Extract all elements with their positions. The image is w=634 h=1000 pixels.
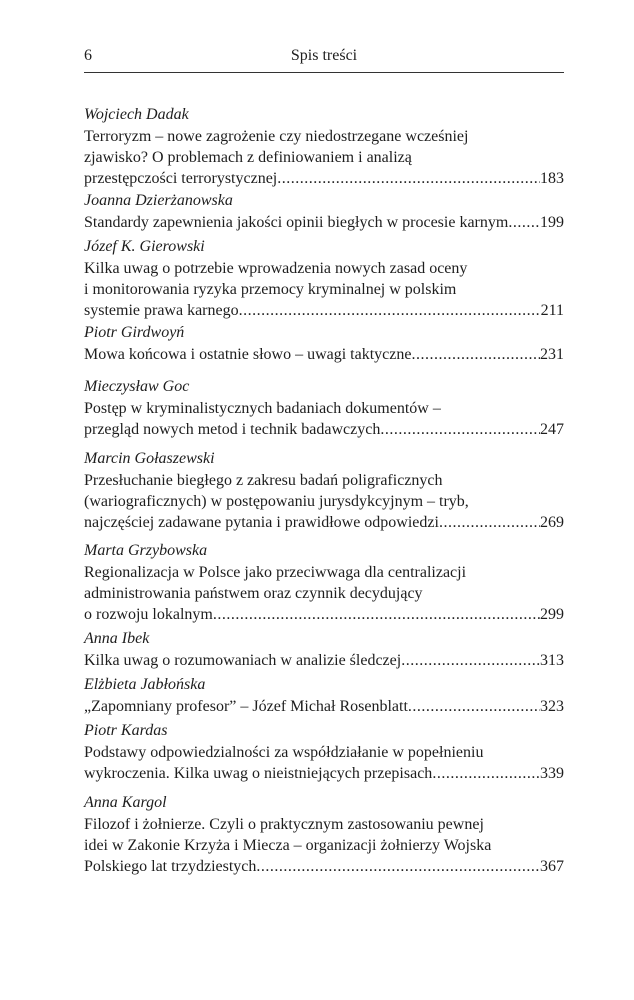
entry-author: Anna Kargol: [84, 794, 167, 811]
toc-entry: [84, 322, 564, 365]
entry-title-line: Filozof i żołnierze. Czyli o praktycznym zastosowaniu pewnej: [84, 816, 484, 833]
dot-leader: [439, 512, 540, 533]
entry-title-last-line: [84, 696, 564, 717]
entry-author: Elżbieta Jabłońska: [84, 676, 206, 693]
toc-entry: [84, 190, 564, 233]
toc-entry: [84, 720, 564, 784]
entry-title-line: zjawisko? O problemach z definiowaniem i analizą: [84, 149, 412, 166]
section-title: Spis treści: [290, 47, 358, 64]
entry-title-line: Postęp w kryminalistycznych badaniach dokumentów –: [84, 400, 441, 417]
entry-title-last-line: [84, 856, 564, 877]
entry-title-line: i monitorowania ryzyka przemocy kryminalnej w polskim: [84, 281, 457, 298]
header-rule: [84, 72, 564, 73]
entry-title-text: Mowa końcowa i ostatnie słowo – uwagi taktyczne: [84, 346, 412, 363]
dot-leader: [239, 300, 541, 321]
entry-title-text: o rozwoju lokalnym: [84, 606, 213, 623]
toc-entry: [84, 448, 564, 533]
entry-page-number: 247: [540, 421, 564, 438]
toc-entry: [84, 792, 564, 877]
entry-title-text: przestępczości terrorystycznej: [84, 170, 278, 187]
entry-author: Józef K. Gierowski: [84, 238, 205, 255]
toc-entry: [84, 674, 564, 717]
dot-leader: [277, 168, 540, 189]
toc-entry: [84, 236, 564, 321]
entry-title-last-line: [84, 650, 564, 671]
entry-title-last-line: [84, 604, 564, 625]
entry-page-number: 183: [540, 170, 564, 187]
running-head: [84, 44, 564, 68]
dot-leader: [432, 763, 540, 784]
entry-title-last-line: [84, 300, 564, 321]
entry-title-line: Regionalizacja w Polsce jako przeciwwaga dla centralizacji: [84, 564, 467, 581]
entry-author: Piotr Kardas: [84, 722, 168, 739]
entry-page-number: 269: [540, 514, 564, 531]
entry-title-last-line: [84, 168, 564, 189]
entry-title-text: przegląd nowych metod i technik badawczych: [84, 421, 381, 438]
entry-title-line: Kilka uwag o potrzebie wprowadzenia nowych zasad oceny: [84, 260, 468, 277]
entry-author: Mieczysław Goc: [84, 378, 190, 395]
entry-title-last-line: [84, 512, 564, 533]
toc-entry: [84, 104, 564, 189]
entry-title-text: najczęściej zadawane pytania i prawidłowe odpowiedzi: [84, 514, 439, 531]
toc-entry: [84, 376, 564, 440]
dot-leader: [508, 212, 540, 233]
entry-page-number: 313: [540, 652, 564, 669]
dot-leader: [380, 419, 540, 440]
entry-title-text: Polskiego lat trzydziestych: [84, 858, 257, 875]
entry-title-line: (wariograficznych) w postępowaniu jurysdykcyjnym – tryb,: [84, 493, 469, 510]
entry-author: Joanna Dzierżanowska: [84, 192, 233, 209]
entry-title-text: Standardy zapewnienia jakości opinii biegłych w procesie karnym: [84, 214, 509, 231]
entry-title-text: systemie prawa karnego: [84, 302, 239, 319]
entry-author: Marta Grzybowska: [84, 542, 208, 559]
entry-title-line: idei w Zakonie Krzyża i Miecza – organizacji żołnierzy Wojska: [84, 837, 492, 854]
entry-page-number: 199: [540, 214, 564, 231]
dot-leader: [401, 650, 540, 671]
entry-page-number: 231: [540, 346, 564, 363]
entry-page-number: 211: [540, 302, 564, 319]
entry-author: Marcin Gołaszewski: [84, 450, 215, 467]
entry-author: Anna Ibek: [84, 630, 150, 647]
entry-title-line: Terroryzm – nowe zagrożenie czy niedostrzegane wcześniej: [84, 128, 469, 145]
entry-page-number: 367: [540, 858, 564, 875]
dot-leader: [408, 696, 540, 717]
entry-author: Piotr Girdwoyń: [84, 324, 185, 341]
entry-author: Wojciech Dadak: [84, 106, 189, 123]
toc-entry: [84, 540, 564, 625]
entry-title-last-line: [84, 419, 564, 440]
entry-title-text: „Zapomniany profesor” – Józef Michał Rosenblatt: [84, 698, 408, 715]
dot-leader: [256, 856, 540, 877]
entry-title-text: Kilka uwag o rozumowaniach w analizie śledczej: [84, 652, 402, 669]
entry-title-text: wykroczenia. Kilka uwag o nieistniejących przepisach: [84, 765, 433, 782]
entry-title-line: administrowania państwem oraz czynnik decydujący: [84, 585, 423, 602]
entry-page-number: 339: [540, 765, 564, 782]
entry-title-line: Przesłuchanie biegłego z zakresu badań poligraficznych: [84, 472, 443, 489]
toc-entry: [84, 628, 564, 671]
page-number: 6: [84, 47, 92, 64]
dot-leader: [411, 344, 540, 365]
entry-title-last-line: [84, 212, 564, 233]
entry-page-number: 323: [540, 698, 564, 715]
entry-title-last-line: [84, 344, 564, 365]
entry-page-number: 299: [540, 606, 564, 623]
entry-title-line: Podstawy odpowiedzialności za współdziałanie w popełnieniu: [84, 744, 484, 761]
dot-leader: [213, 604, 540, 625]
entry-title-last-line: [84, 763, 564, 784]
